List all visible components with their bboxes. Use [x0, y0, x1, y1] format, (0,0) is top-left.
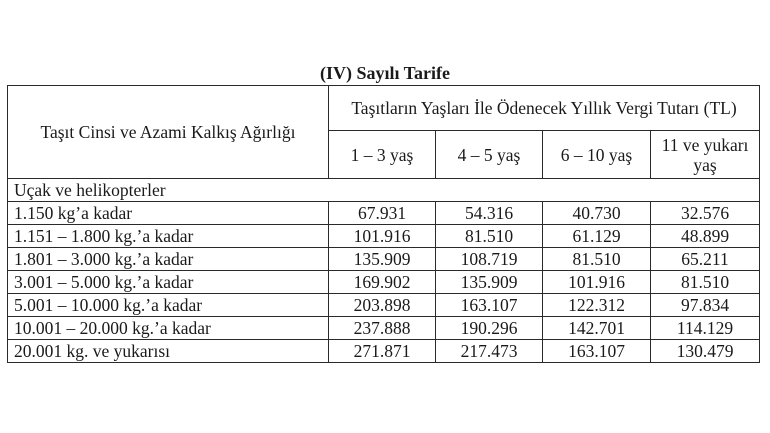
age-column-header: 11 ve yukarı yaş	[651, 131, 760, 179]
tax-value: 135.909	[436, 271, 543, 294]
table-row	[8, 202, 760, 225]
table-row	[8, 248, 760, 271]
tax-value: 65.211	[651, 248, 760, 271]
weight-class-label: 1.150 kg’a kadar	[8, 202, 329, 225]
weight-class-label: 20.001 kg. ve yukarısı	[8, 340, 329, 363]
weight-class-label: 1.801 – 3.000 kg.’a kadar	[8, 248, 329, 271]
tax-value: 114.129	[651, 317, 760, 340]
weight-class-label: 5.001 – 10.000 kg.’a kadar	[8, 294, 329, 317]
tax-value: 142.701	[543, 317, 651, 340]
tax-value: 48.899	[651, 225, 760, 248]
tax-value: 135.909	[329, 248, 436, 271]
tax-value: 101.916	[543, 271, 651, 294]
header-row-group	[8, 86, 760, 131]
tax-value: 81.510	[651, 271, 760, 294]
tax-value: 54.316	[436, 202, 543, 225]
tax-value: 190.296	[436, 317, 543, 340]
tax-value: 81.510	[436, 225, 543, 248]
age-column-header: 4 – 5 yaş	[436, 131, 543, 179]
table-row	[8, 340, 760, 363]
tax-value: 163.107	[436, 294, 543, 317]
table-row	[8, 317, 760, 340]
table-row	[8, 271, 760, 294]
tax-value: 203.898	[329, 294, 436, 317]
tax-value: 61.129	[543, 225, 651, 248]
tax-value: 101.916	[329, 225, 436, 248]
tax-value: 163.107	[543, 340, 651, 363]
tax-value: 81.510	[543, 248, 651, 271]
table-row	[8, 294, 760, 317]
tax-value: 130.479	[651, 340, 760, 363]
tax-amount-group-header: Taşıtların Yaşları İle Ödenecek Yıllık Vergi Tutarı (TL)	[329, 86, 760, 131]
tax-value: 217.473	[436, 340, 543, 363]
tax-value: 108.719	[436, 248, 543, 271]
table-row	[8, 225, 760, 248]
tax-value: 271.871	[329, 340, 436, 363]
tax-value: 97.834	[651, 294, 760, 317]
vehicle-type-header: Taşıt Cinsi ve Azami Kalkış Ağırlığı	[8, 86, 329, 179]
tax-value: 67.931	[329, 202, 436, 225]
document-title: (IV) Sayılı Tarife	[319, 63, 450, 83]
section-row	[8, 179, 760, 202]
tax-value: 169.902	[329, 271, 436, 294]
weight-class-label: 3.001 – 5.000 kg.’a kadar	[8, 271, 329, 294]
tax-value: 40.730	[543, 202, 651, 225]
tax-value: 32.576	[651, 202, 760, 225]
tax-value: 237.888	[329, 317, 436, 340]
age-column-header: 1 – 3 yaş	[329, 131, 436, 179]
age-column-header: 6 – 10 yaş	[543, 131, 651, 179]
tax-value: 122.312	[543, 294, 651, 317]
weight-class-label: 1.151 – 1.800 kg.’a kadar	[8, 225, 329, 248]
tariff-table	[7, 85, 760, 363]
weight-class-label: 10.001 – 20.000 kg.’a kadar	[8, 317, 329, 340]
section-label: Uçak ve helikopterler	[8, 179, 760, 202]
